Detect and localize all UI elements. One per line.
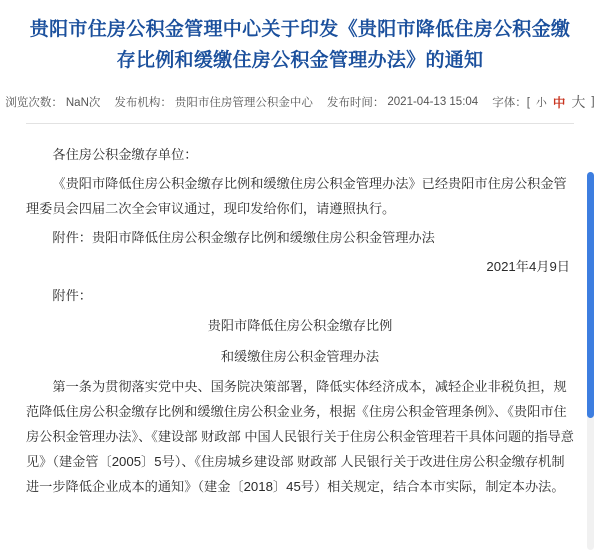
views-value: NaN次 xyxy=(65,97,101,109)
document-page xyxy=(0,14,600,550)
attachment-title-line-1: 贵阳市降低住房公积金缴存比例 xyxy=(207,318,393,333)
attachment-title-line-2: 和缓缴住房公积金管理办法 xyxy=(220,349,380,364)
publish-time-meta xyxy=(327,94,478,110)
font-size-medium-button[interactable]: 中 xyxy=(552,96,566,110)
font-size-switcher[interactable] xyxy=(492,92,594,112)
body-paragraph-1: 《贵阳市降低住房公积金缴存比例和缓缴住房公积金管理办法》已经贵阳市住房公积金管理委员会四届二次全会审议通过，现印发给你们，请遵照执行。 xyxy=(26,176,567,216)
page-title: 贵阳市住房公积金管理中心关于印发《贵阳市降低住房公积金缴存比例和缓缴住房公积金管理办法》的通知 xyxy=(29,19,571,71)
article-1-text: 第一条为贯彻落实党中央、国务院决策部署，降低实体经济成本，减轻企业非税负担，规范降低住房公积金缴存比例和缓缴住房公积金业务，根据《住房公积金管理条例》、《贵阳市住房公积金管理办法》、《建设部 财政部 中国人民银行关于住房公积金管理若干具体问题的指导意见》（建金管〔2005〕5号）、《住房城乡建设部 财政部 人民银行关于改进住房公积金缴存机制进一步降低企业成本的通知》（建金〔2018〕45号）相关规定，结合本市实际，制定本办法。 xyxy=(26,379,574,494)
views-meta xyxy=(5,94,100,110)
font-size-close-bracket: ] xyxy=(591,96,595,108)
vertical-scrollbar[interactable] xyxy=(587,172,594,550)
issue-date: 2021年4月9日 xyxy=(486,259,570,274)
attachment-label: 附件： xyxy=(52,288,92,303)
font-size-large-button[interactable]: 大 xyxy=(571,94,586,110)
article-body xyxy=(26,142,574,499)
publisher-meta xyxy=(114,94,313,110)
article-meta-bar xyxy=(5,92,595,124)
publish-time-label: 发布时间： xyxy=(326,97,385,109)
publish-time-value: 2021-04-13 15:04 xyxy=(387,96,479,108)
attachment-line: 附件：贵阳市降低住房公积金缴存比例和缓缴住房公积金管理办法 xyxy=(52,230,435,245)
publisher-value: 贵阳市住房管理公积金中心 xyxy=(174,97,313,109)
publisher-label: 发布机构： xyxy=(114,97,172,109)
scrollbar-thumb[interactable] xyxy=(587,172,594,418)
font-size-small-button[interactable]: 小 xyxy=(535,97,547,109)
font-size-label: 字体：[ xyxy=(492,97,530,109)
views-label: 浏览次数： xyxy=(5,97,63,109)
salutation: 各住房公积金缴存单位： xyxy=(52,147,198,162)
